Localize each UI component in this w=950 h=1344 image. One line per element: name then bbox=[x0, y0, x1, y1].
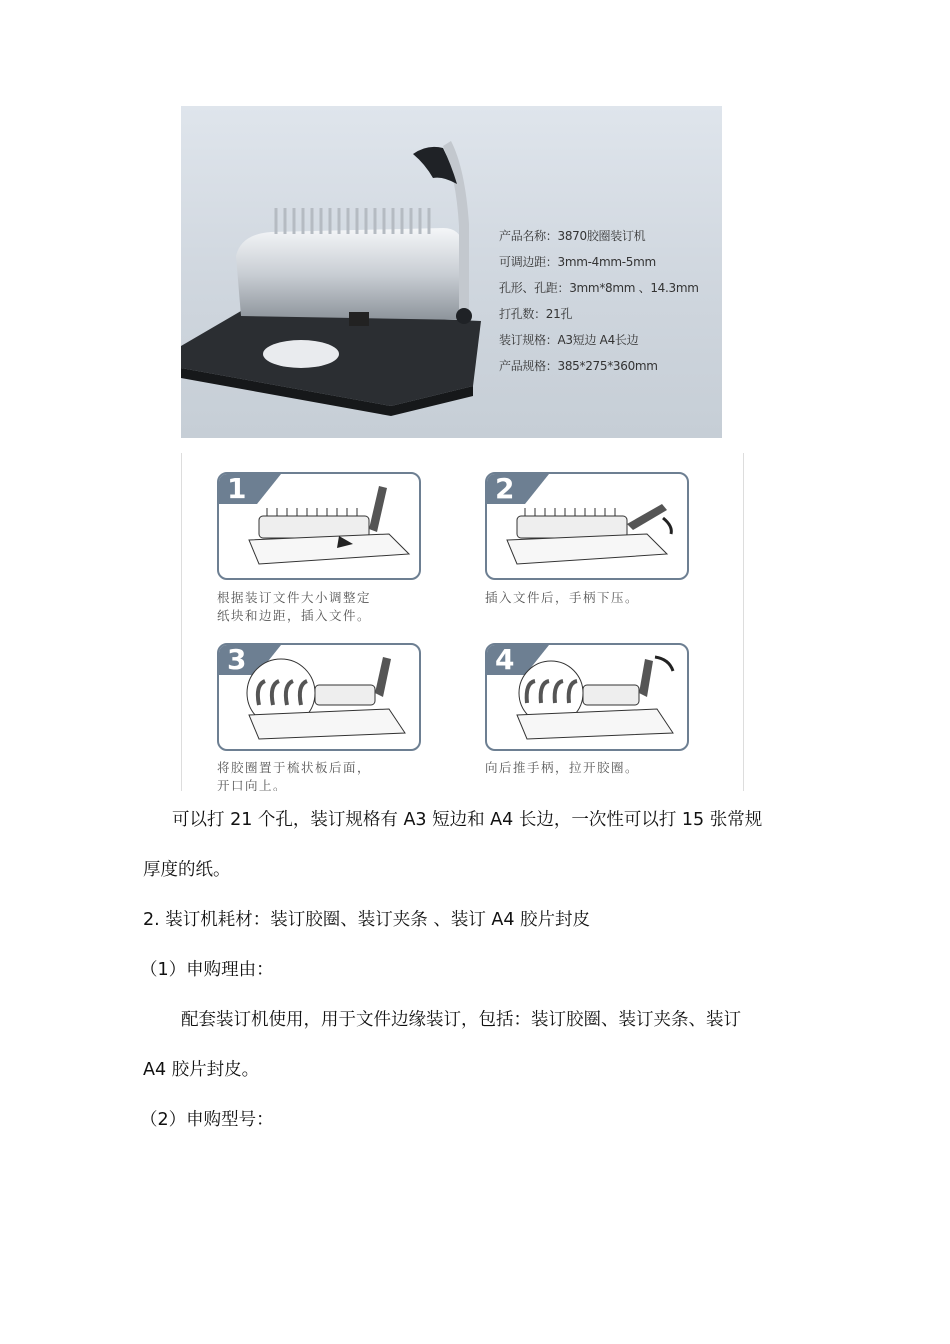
paragraph-1-line-1: 可以打 21 个孔，装订规格有 A3 短边和 A4 长边，一次性可以打 15 张常规 bbox=[172, 810, 763, 830]
spec-line-binding-size: 装订规格：A3短边 A4长边 bbox=[499, 333, 639, 347]
step-illustration bbox=[219, 645, 419, 749]
spec-line-hole-size: 孔形、孔距：3mm*8mm 、14.3mm bbox=[499, 281, 699, 295]
step-caption-1: 根据装订文件大小调整定 纸块和边距，插入文件。 bbox=[217, 590, 372, 623]
step-illustration bbox=[487, 645, 687, 749]
step-illustration bbox=[219, 474, 419, 578]
spec-line-margin: 可调边距：3mm-4mm-5mm bbox=[499, 255, 656, 269]
step-caption-3: 将胶圈置于梳状板后面， 开口向上。 bbox=[217, 760, 372, 791]
paragraph-1-line-2: 厚度的纸。 bbox=[143, 860, 231, 880]
step-caption-2: 插入文件后，手柄下压。 bbox=[485, 590, 640, 605]
section-heading-2: 2. 装订机耗材：装订胶圈、装订夹条 、装订 A4 胶片封皮 bbox=[143, 910, 591, 930]
product-photo bbox=[181, 106, 722, 438]
step-caption-4: 向后推手柄，拉开胶圈。 bbox=[485, 760, 640, 775]
spec-line-product-name: 产品名称：3870胶圈装订机 bbox=[499, 229, 646, 243]
step-card-3 bbox=[217, 643, 421, 751]
subheading-1: （1）申购理由： bbox=[140, 960, 274, 980]
step-illustration bbox=[487, 474, 687, 578]
step-number: 4 bbox=[495, 643, 515, 676]
binding-machine-image bbox=[181, 106, 722, 438]
step-number: 3 bbox=[227, 643, 247, 676]
step-card-2 bbox=[485, 472, 689, 580]
subheading-2: （2）申购型号： bbox=[140, 1110, 274, 1130]
step-number: 1 bbox=[227, 472, 247, 505]
paragraph-2-line-2: A4 胶片封皮。 bbox=[143, 1060, 260, 1080]
instruction-steps bbox=[181, 453, 744, 791]
spec-line-dimensions: 产品规格：385*275*360mm bbox=[499, 359, 658, 373]
step-card-4 bbox=[485, 643, 689, 751]
spec-line-hole-count: 打孔数：21孔 bbox=[499, 307, 573, 321]
step-number: 2 bbox=[495, 472, 515, 505]
step-card-1 bbox=[217, 472, 421, 580]
paragraph-2-line-1: 配套装订机使用，用于文件边缘装订，包括：装订胶圈、装订夹条、装订 bbox=[181, 1010, 741, 1030]
